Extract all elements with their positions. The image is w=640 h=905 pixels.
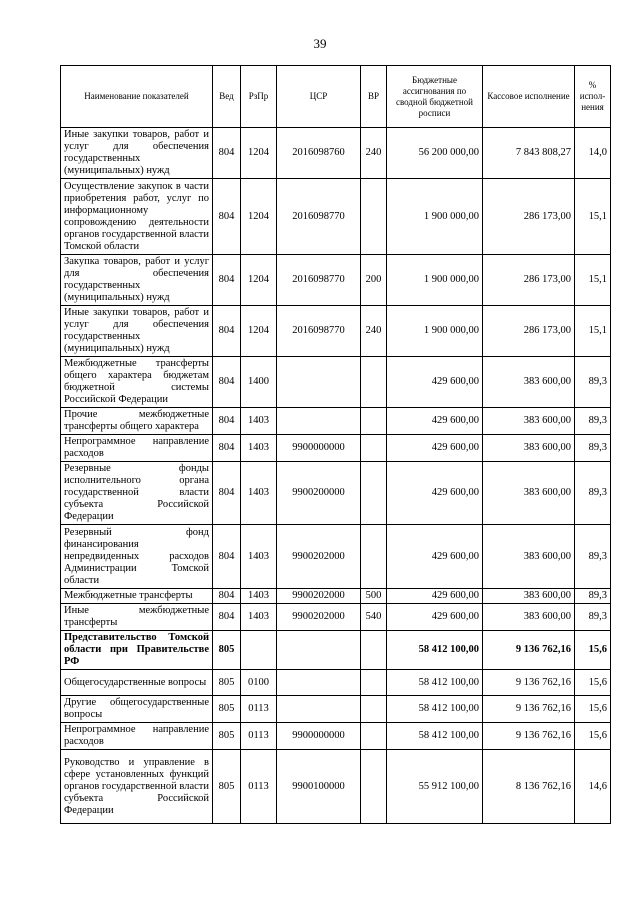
cell-ved: 804 <box>213 255 241 306</box>
cell-budget: 58 412 100,00 <box>387 723 483 750</box>
cell-budget: 1 900 000,00 <box>387 306 483 357</box>
cell-csr: 9900200000 <box>277 462 361 525</box>
cell-cash: 9 136 762,16 <box>483 696 575 723</box>
cell-csr: 9900000000 <box>277 723 361 750</box>
cell-rzpr: 0113 <box>241 723 277 750</box>
cell-ved: 804 <box>213 128 241 179</box>
cell-vr <box>361 525 387 589</box>
cell-csr: 9900000000 <box>277 435 361 462</box>
cell-cash: 286 173,00 <box>483 255 575 306</box>
cell-ved: 804 <box>213 462 241 525</box>
header-cash: Кассовое исполнение <box>483 66 575 128</box>
cell-vr <box>361 723 387 750</box>
table-body <box>61 128 611 824</box>
cell-name: Межбюджетные трансферты общего характера бюджетам бюджетной системы Российской Федерации <box>61 357 213 408</box>
cell-csr: 9900202000 <box>277 525 361 589</box>
cell-ved: 805 <box>213 631 241 670</box>
cell-rzpr: 1403 <box>241 525 277 589</box>
cell-cash: 9 136 762,16 <box>483 723 575 750</box>
cell-rzpr: 1403 <box>241 604 277 631</box>
cell-rzpr: 1204 <box>241 255 277 306</box>
cell-name: Другие общегосударственные вопросы <box>61 696 213 723</box>
cell-ved: 805 <box>213 723 241 750</box>
header-rzpr: РзПр <box>241 66 277 128</box>
cell-budget: 429 600,00 <box>387 408 483 435</box>
cell-pct: 15,6 <box>575 696 611 723</box>
cell-budget: 58 412 100,00 <box>387 631 483 670</box>
table-row <box>61 462 611 525</box>
cell-pct: 89,3 <box>575 589 611 604</box>
cell-pct: 89,3 <box>575 435 611 462</box>
cell-csr: 2016098760 <box>277 128 361 179</box>
cell-budget: 1 900 000,00 <box>387 255 483 306</box>
cell-cash: 7 843 808,27 <box>483 128 575 179</box>
cell-pct: 89,3 <box>575 462 611 525</box>
cell-rzpr: 0100 <box>241 670 277 696</box>
cell-csr: 2016098770 <box>277 179 361 255</box>
cell-ved: 804 <box>213 357 241 408</box>
page-number: 39 <box>313 36 327 51</box>
cell-vr <box>361 357 387 408</box>
cell-name: Межбюджетные трансферты <box>61 589 213 604</box>
cell-rzpr: 0113 <box>241 696 277 723</box>
table-header-row <box>61 66 611 128</box>
cell-budget: 429 600,00 <box>387 462 483 525</box>
cell-csr: 2016098770 <box>277 306 361 357</box>
cell-vr: 240 <box>361 306 387 357</box>
cell-budget: 429 600,00 <box>387 589 483 604</box>
table-row <box>61 306 611 357</box>
cell-rzpr <box>241 631 277 670</box>
table-row <box>61 631 611 670</box>
cell-vr <box>361 408 387 435</box>
cell-rzpr: 1204 <box>241 128 277 179</box>
table-row <box>61 357 611 408</box>
header-pct: % испол-нения <box>575 66 611 128</box>
cell-vr <box>361 670 387 696</box>
cell-pct: 15,6 <box>575 631 611 670</box>
cell-rzpr: 1403 <box>241 589 277 604</box>
cell-vr <box>361 435 387 462</box>
cell-rzpr: 1400 <box>241 357 277 408</box>
cell-vr: 540 <box>361 604 387 631</box>
cell-ved: 805 <box>213 670 241 696</box>
cell-ved: 804 <box>213 179 241 255</box>
cell-pct: 14,6 <box>575 750 611 824</box>
cell-budget: 429 600,00 <box>387 525 483 589</box>
header-budget: Бюджетные ассигнования по сводной бюджетной росписи <box>387 66 483 128</box>
cell-pct: 89,3 <box>575 525 611 589</box>
header-name: Наименование показателей <box>61 66 213 128</box>
cell-ved: 804 <box>213 435 241 462</box>
cell-cash: 8 136 762,16 <box>483 750 575 824</box>
cell-name: Представительство Томской области при Правительстве РФ <box>61 631 213 670</box>
table-row <box>61 589 611 604</box>
cell-cash: 383 600,00 <box>483 408 575 435</box>
table-row <box>61 723 611 750</box>
cell-pct: 15,1 <box>575 179 611 255</box>
cell-csr <box>277 670 361 696</box>
cell-rzpr: 1403 <box>241 435 277 462</box>
cell-vr <box>361 462 387 525</box>
cell-pct: 89,3 <box>575 408 611 435</box>
cell-name: Иные закупки товаров, работ и услуг для обеспечения государственных (муниципальных) нужд <box>61 128 213 179</box>
table-row <box>61 408 611 435</box>
cell-budget: 56 200 000,00 <box>387 128 483 179</box>
table-row <box>61 750 611 824</box>
cell-csr: 2016098770 <box>277 255 361 306</box>
header-ved: Вед <box>213 66 241 128</box>
cell-name: Иные межбюджетные трансферты <box>61 604 213 631</box>
cell-vr <box>361 750 387 824</box>
cell-cash: 286 173,00 <box>483 179 575 255</box>
cell-csr <box>277 408 361 435</box>
cell-name: Прочие межбюджетные трансферты общего характера <box>61 408 213 435</box>
cell-budget: 58 412 100,00 <box>387 670 483 696</box>
cell-vr <box>361 631 387 670</box>
cell-cash: 383 600,00 <box>483 525 575 589</box>
cell-cash: 383 600,00 <box>483 589 575 604</box>
cell-budget: 1 900 000,00 <box>387 179 483 255</box>
cell-budget: 429 600,00 <box>387 435 483 462</box>
cell-csr: 9900100000 <box>277 750 361 824</box>
cell-cash: 383 600,00 <box>483 604 575 631</box>
table-row <box>61 179 611 255</box>
cell-name: Руководство и управление в сфере установленных функций органов государственной власти субъекта Российской Федерации <box>61 750 213 824</box>
cell-name: Осуществление закупок в части приобретения работ, услуг по информационному сопровождению деятельности органов государственной власти Томской области <box>61 179 213 255</box>
cell-budget: 429 600,00 <box>387 604 483 631</box>
cell-vr: 240 <box>361 128 387 179</box>
cell-rzpr: 1204 <box>241 306 277 357</box>
cell-cash: 286 173,00 <box>483 306 575 357</box>
cell-vr: 500 <box>361 589 387 604</box>
cell-vr <box>361 696 387 723</box>
cell-cash: 383 600,00 <box>483 357 575 408</box>
cell-cash: 383 600,00 <box>483 435 575 462</box>
cell-csr: 9900202000 <box>277 589 361 604</box>
budget-execution-table <box>60 65 611 824</box>
table-row <box>61 525 611 589</box>
cell-budget: 58 412 100,00 <box>387 696 483 723</box>
cell-budget: 55 912 100,00 <box>387 750 483 824</box>
header-csr: ЦСР <box>277 66 361 128</box>
table-row <box>61 255 611 306</box>
table-row <box>61 435 611 462</box>
cell-name: Резервный фонд финансирования непредвиденных расходов Администрации Томской области <box>61 525 213 589</box>
cell-ved: 805 <box>213 696 241 723</box>
cell-ved: 804 <box>213 306 241 357</box>
cell-rzpr: 0113 <box>241 750 277 824</box>
cell-rzpr: 1403 <box>241 462 277 525</box>
cell-pct: 14,0 <box>575 128 611 179</box>
cell-ved: 805 <box>213 750 241 824</box>
cell-vr: 200 <box>361 255 387 306</box>
cell-ved: 804 <box>213 408 241 435</box>
table-row <box>61 128 611 179</box>
table-row <box>61 604 611 631</box>
cell-rzpr: 1204 <box>241 179 277 255</box>
cell-pct: 15,6 <box>575 670 611 696</box>
table-row <box>61 670 611 696</box>
cell-csr: 9900202000 <box>277 604 361 631</box>
cell-cash: 9 136 762,16 <box>483 631 575 670</box>
cell-name: Закупка товаров, работ и услуг для обеспечения государственных (муниципальных) нужд <box>61 255 213 306</box>
cell-pct: 89,3 <box>575 604 611 631</box>
cell-vr <box>361 179 387 255</box>
cell-csr <box>277 357 361 408</box>
table-row <box>61 696 611 723</box>
cell-cash: 383 600,00 <box>483 462 575 525</box>
cell-pct: 89,3 <box>575 357 611 408</box>
cell-budget: 429 600,00 <box>387 357 483 408</box>
cell-name: Иные закупки товаров, работ и услуг для обеспечения государственных (муниципальных) нужд <box>61 306 213 357</box>
cell-rzpr: 1403 <box>241 408 277 435</box>
cell-name: Непрограммное направление расходов <box>61 435 213 462</box>
cell-csr <box>277 696 361 723</box>
header-vr: ВР <box>361 66 387 128</box>
cell-pct: 15,1 <box>575 306 611 357</box>
cell-name: Общегосударственные вопросы <box>61 670 213 696</box>
cell-ved: 804 <box>213 525 241 589</box>
cell-pct: 15,6 <box>575 723 611 750</box>
cell-name: Непрограммное направление расходов <box>61 723 213 750</box>
cell-ved: 804 <box>213 604 241 631</box>
cell-cash: 9 136 762,16 <box>483 670 575 696</box>
cell-pct: 15,1 <box>575 255 611 306</box>
cell-name: Резервные фонды исполнительного органа государственной власти субъекта Российской Федерации <box>61 462 213 525</box>
cell-ved: 804 <box>213 589 241 604</box>
cell-csr <box>277 631 361 670</box>
